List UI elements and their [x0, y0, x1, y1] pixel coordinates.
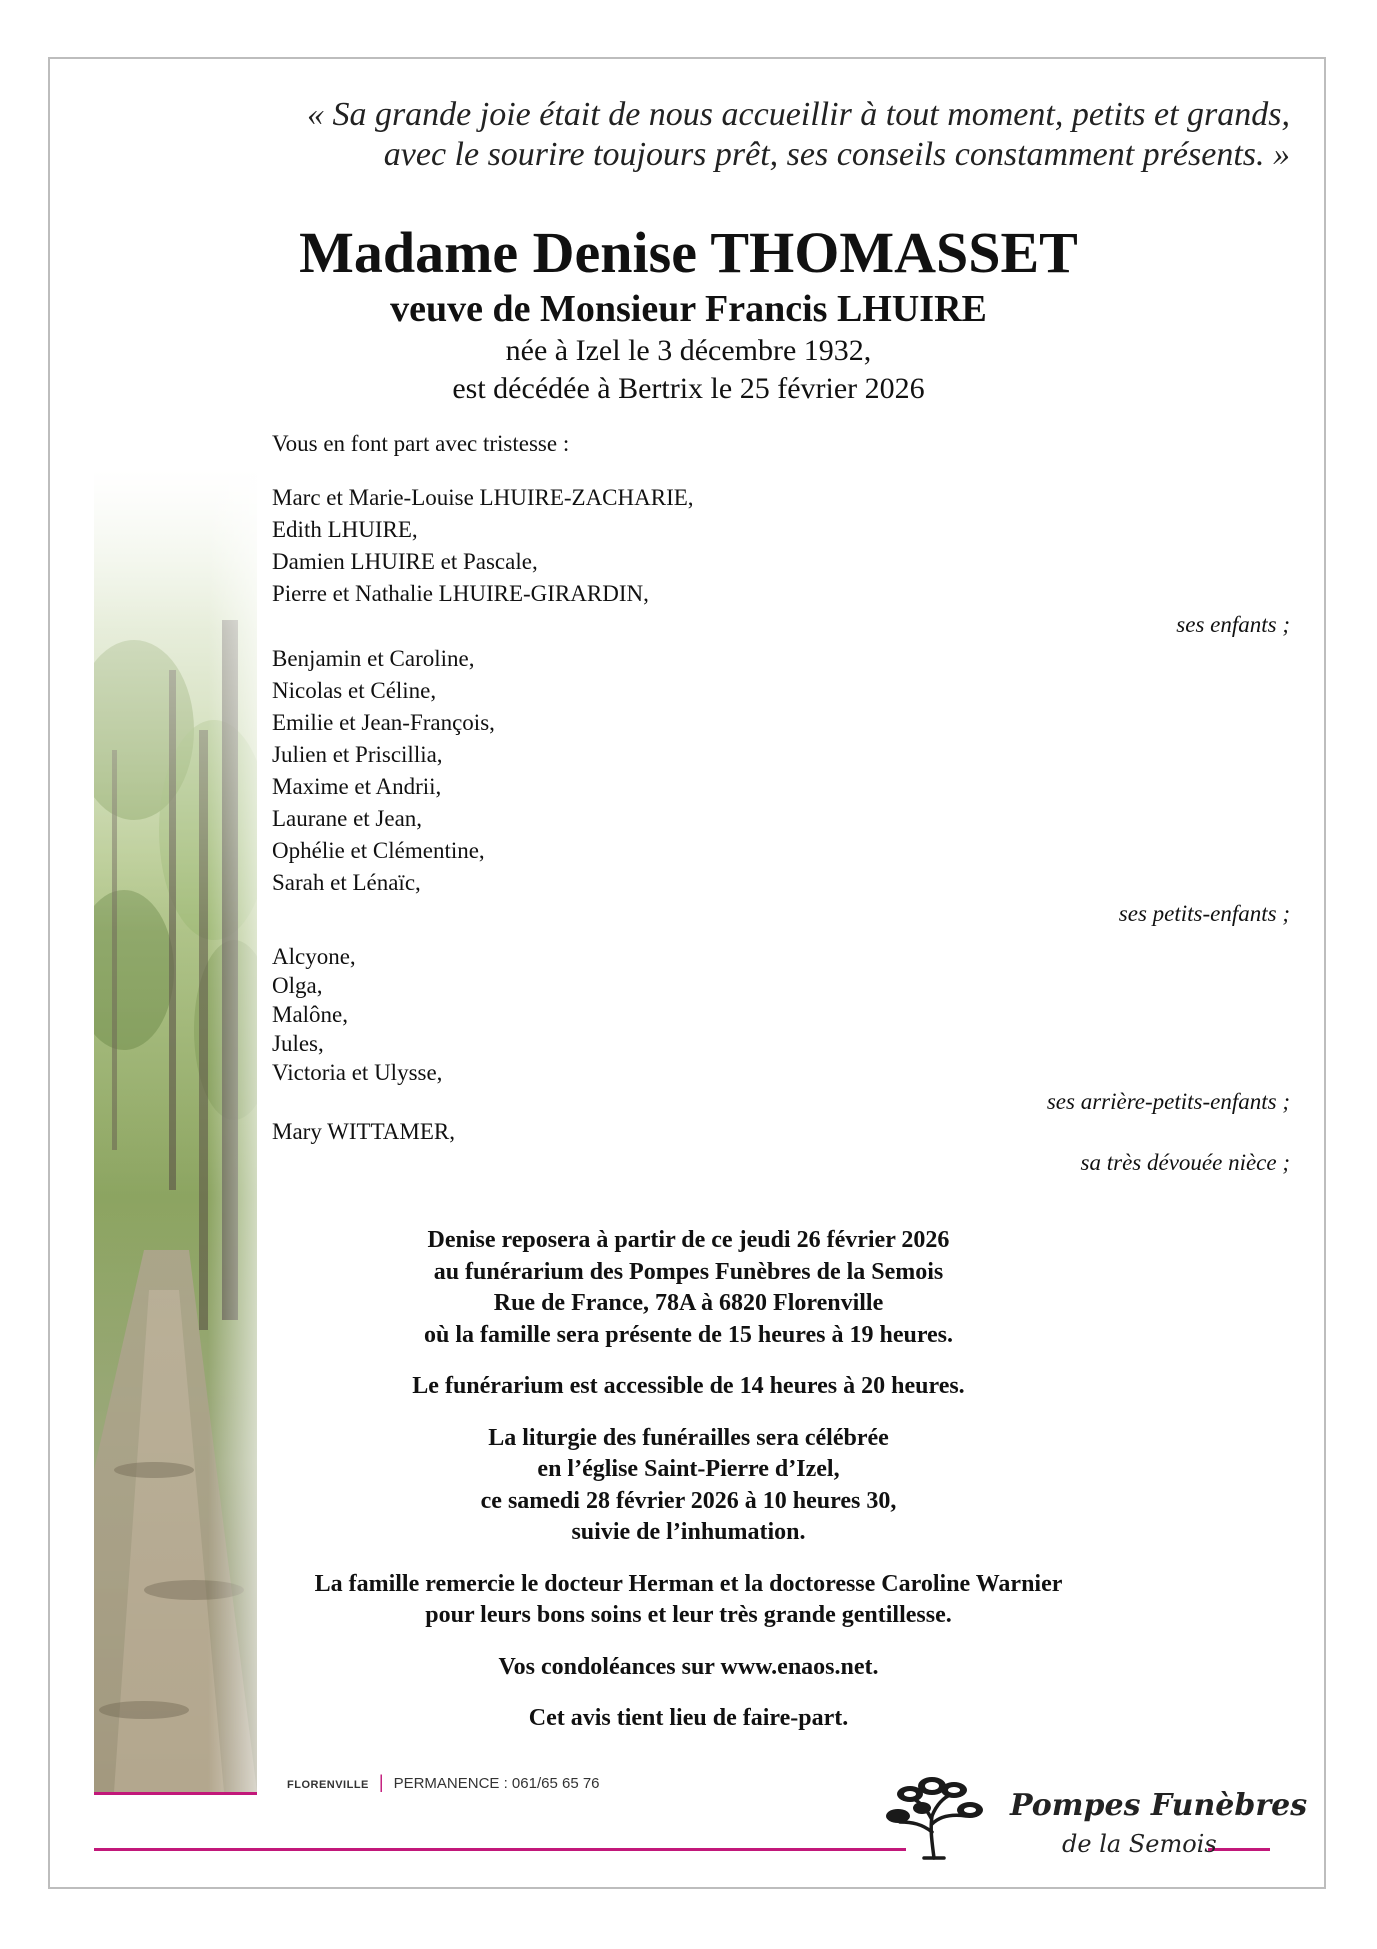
relation-label: ses petits-enfants ; — [1118, 901, 1290, 926]
notice-line: ce samedi 28 février 2026 à 10 heures 30, — [480, 1487, 897, 1514]
condolences-info — [0, 1652, 1377, 1684]
quote-line-1: « Sa grande joie était de nous accueillir à tout moment, petits et grands, — [306, 96, 1290, 133]
list-item: Emilie et Jean-François, — [272, 710, 495, 735]
list-item: Ophélie et Clémentine, — [272, 838, 485, 863]
death-info: est décédée à Bertrix le 25 février 2026 — [452, 372, 925, 405]
relation-label: ses enfants ; — [1176, 612, 1290, 637]
epigraph-quote — [220, 95, 1290, 175]
family-intro: Vous en font part avec tristesse : — [272, 431, 570, 456]
list-item: Nicolas et Céline, — [272, 678, 437, 703]
list-item: Sarah et Lénaïc, — [272, 870, 421, 895]
family-group-great-grandchildren — [272, 942, 1290, 1117]
notice-line: au funérarium des Pompes Funèbres de la Semois — [433, 1258, 944, 1285]
quote-line-2: avec le sourire toujours prêt, ses conseils constamment présents. » — [383, 136, 1290, 173]
list-item: Victoria et Ulysse, — [272, 1060, 443, 1085]
list-item: Laurane et Jean, — [272, 806, 423, 831]
notice-line: pour leurs bons soins et leur très grande gentillesse. — [425, 1602, 952, 1628]
family-group-children — [272, 482, 1290, 640]
list-item: Damien LHUIRE et Pascale, — [272, 549, 538, 574]
footer-line-left — [94, 1848, 906, 1851]
permanence-info — [287, 1772, 600, 1793]
notice-line: en l’église Saint-Pierre d’Izel, — [537, 1456, 840, 1482]
image-underline — [94, 1792, 257, 1795]
deceased-name: Madame Denise THOMASSET — [299, 220, 1078, 285]
birth-info: née à Izel le 3 décembre 1932, — [505, 334, 872, 367]
notice-line: La liturgie des funérailles sera célébrée — [488, 1424, 889, 1451]
list-item: Maxime et Andrii, — [272, 774, 442, 799]
list-item: Olga, — [272, 973, 323, 998]
list-item: Malône, — [272, 1002, 349, 1027]
closing-info — [0, 1703, 1377, 1735]
visit-info — [0, 1225, 1377, 1351]
footer-line-right — [1208, 1848, 1270, 1851]
list-item: Edith LHUIRE, — [272, 517, 418, 542]
notice-line: Denise reposera à partir de ce jeudi 26 février 2026 — [427, 1227, 950, 1253]
notice-line: Vos condoléances sur www.enaos.net. — [498, 1653, 879, 1680]
tree-icon — [882, 1772, 992, 1867]
city-label: FLORENVILLE — [287, 1779, 369, 1791]
list-item: Marc et Marie-Louise LHUIRE-ZACHARIE, — [272, 485, 694, 510]
thanks-info — [0, 1569, 1377, 1632]
notice-line: où la famille sera présente de 15 heures à 19 heures. — [423, 1321, 954, 1348]
brand-name: Pompes Funèbres — [1010, 1788, 1308, 1823]
brand-subtitle: de la Semois — [1062, 1830, 1217, 1858]
widow-of: veuve de Monsieur Francis LHUIRE — [390, 288, 987, 330]
list-item: Pierre et Nathalie LHUIRE-GIRARDIN, — [272, 581, 649, 606]
notice-line: suivie de l’inhumation. — [571, 1519, 806, 1545]
notice-line: Rue de France, 78A à 6820 Florenville — [493, 1290, 884, 1316]
list-item: Alcyone, — [272, 944, 356, 969]
list-item: Benjamin et Caroline, — [272, 646, 475, 671]
list-item: Julien et Priscillia, — [272, 742, 443, 767]
relation-label: ses arrière-petits-enfants ; — [1046, 1089, 1290, 1114]
separator: | — [378, 1772, 384, 1792]
family-group-niece — [272, 1116, 1290, 1178]
funeral-notice — [0, 1225, 1377, 1755]
list-item: Jules, — [272, 1031, 324, 1056]
liturgy-info — [0, 1423, 1377, 1549]
notice-line: Le funérarium est accessible de 14 heures à 20 heures. — [412, 1373, 965, 1399]
list-item: Mary WITTAMER, — [272, 1119, 455, 1144]
notice-line: Cet avis tient lieu de faire-part. — [528, 1705, 849, 1731]
family-group-grandchildren — [272, 643, 1290, 929]
notice-line: La famille remercie le docteur Herman et la doctoresse Caroline Warnier — [314, 1570, 1063, 1597]
permanence-phone: PERMANENCE : 061/65 65 76 — [393, 1775, 600, 1792]
relation-label: sa très dévouée nièce ; — [1080, 1150, 1290, 1175]
access-info — [0, 1371, 1377, 1403]
